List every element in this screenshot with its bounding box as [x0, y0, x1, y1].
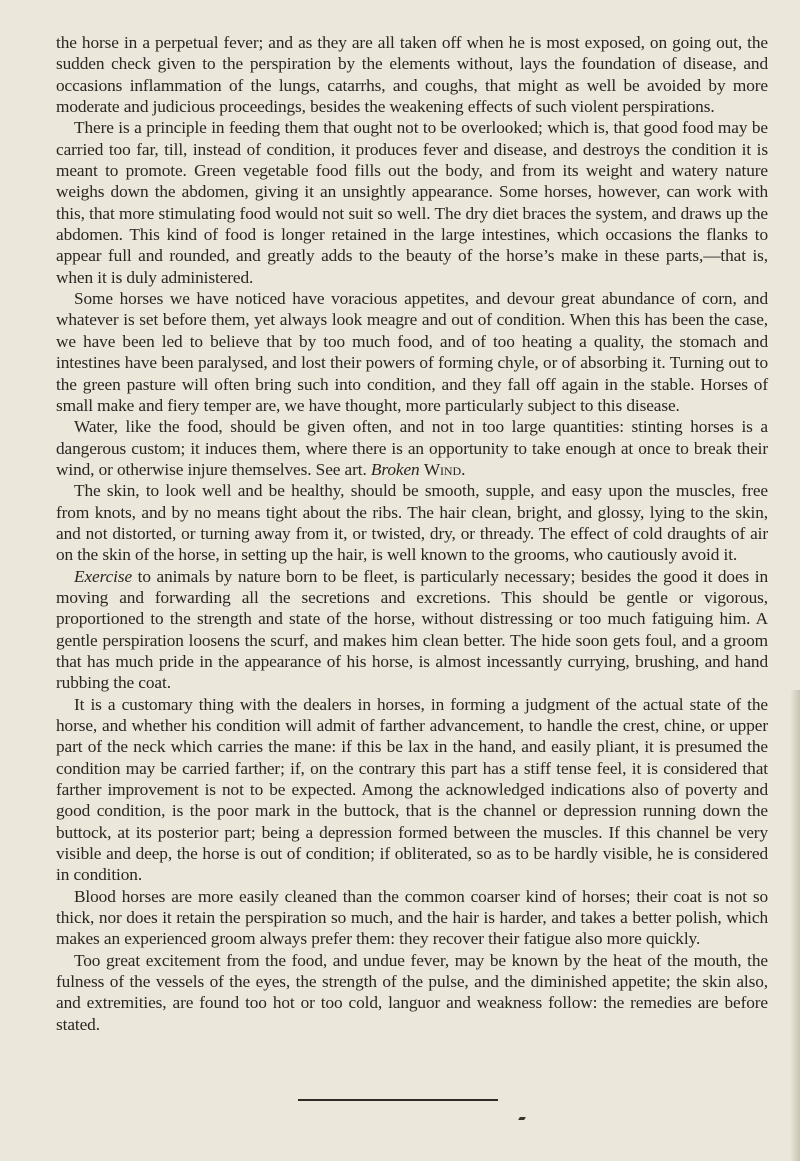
paragraph: It is a customary thing with the dealers in horses, in forming a judgment of the actual state of the horse, and whether his condition will admit of farther advancement, to handle the crest, chine, or upper part of the neck which carries the mane: if this be lax in the hand, and easily pliant, it is presumed the condition may be carried farther; if, on the contrary this part has a stiff tense feel, it is considered that farther improvement is not to be expected. Among the acknowledged indications also of poverty and good condition, is the poor mark in the buttock, that is the channel or depression running down the buttock, at its posterior part; being a depression formed between the muscles. If this channel be very visible and deep, the horse is out of condition; if obliterated, so as to be hardly visible, he is considered in condition.	[56, 694, 768, 885]
paragraph: Blood horses are more easily cleaned than the common coarser kind of horses; their coat is not so thick, nor does it retain the perspiration so much, and the hair is harder, and takes a better polish, which makes an experienced groom always prefer them: they recover their fatigue also more quickly.	[56, 886, 768, 949]
page-body	[56, 32, 768, 1035]
page-edge-shadow	[790, 690, 800, 1161]
paragraph: Water, like the food, should be given often, and not in too large quantities: stinting horses is a dangerous custom; it induces them, where there is an opportunity to take enough at once to break their wind, or otherwise injure themselves. See art. Broken Wind.	[56, 417, 768, 479]
end-rule	[298, 1099, 498, 1101]
paragraph: The skin, to look well and be healthy, should be smooth, supple, and easy upon the muscles, free from knots, and by no means tight about the ribs. The hair clean, bright, and glossy, lying to the skin, and not distorted, or turning away from it, or twisted, dry, or thready. The effect of cold draughts of air on the skin of the horse, in setting up the hair, is well known to the grooms, who cautiously avoid it.	[56, 481, 768, 565]
paragraph: the horse in a perpetual fever; and as they are all taken off when he is most exposed, on going out, the sudden check given to the perspiration by the elements without, lays the foundation of disease, and occasions inflammation of the lungs, catarrhs, and coughs, that might as well be avoided by more moderate and judicious proceedings, besides the weakening effects of such violent perspirations.	[56, 33, 768, 117]
catchword-mark	[518, 1117, 526, 1120]
paragraph: Some horses we have noticed have voracious appetites, and devour great abundance of corn, and whatever is set before them, yet always look meagre and out of condition. When this has been the case, we have been led to believe that by too much food, and of too heating a quality, the stomach and intestines have been paralysed, and lost their powers of forming chyle, or of absorbing it. Turning out to the green pasture will often bring such into condition, and they fall off again in the stable. Horses of small make and fiery temper are, we have thought, more particularly subject to this disease.	[56, 289, 768, 415]
paragraph: Exercise to animals by nature born to be fleet, is particularly necessary; besides the good it does in moving and forwarding all the secretions and excretions. This should be gentle or vigorous, proportioned to the strength and state of the horse, without distressing or too much fatiguing him. A gentle perspiration loosens the scurf, and makes him clean better. The hide soon gets foul, and a groom that has much pride in the appearance of his horse, is almost incessantly currying, brushing, and hand rubbing the coat.	[56, 566, 768, 693]
paragraph: There is a principle in feeding them that ought not to be overlooked; which is, that good food may be carried too far, till, instead of condition, it produces fever and disease, and destroys the condition it is meant to promote. Green vegetable food fills out the body, and from its weight and watery nature weighs down the abdomen, giving it an unsightly appearance. Some horses, however, can work with this, that more stimulating food would not suit so well. The dry diet braces the system, and draws up the abdomen. This kind of food is longer retained in the large intestines, which occasions the flanks to appear full and rounded, and greatly adds to the beauty of the horse’s make in these parts,—that is, when it is duly administered.	[56, 118, 768, 287]
paragraph: Too great excitement from the food, and undue fever, may be known by the heat of the mouth, the fulness of the vessels of the eyes, the strength of the pulse, and the diminished appetite; the skin also, and extremities, are found too hot or too cold, languor and weakness follow: the remedies are before stated.	[56, 950, 768, 1034]
